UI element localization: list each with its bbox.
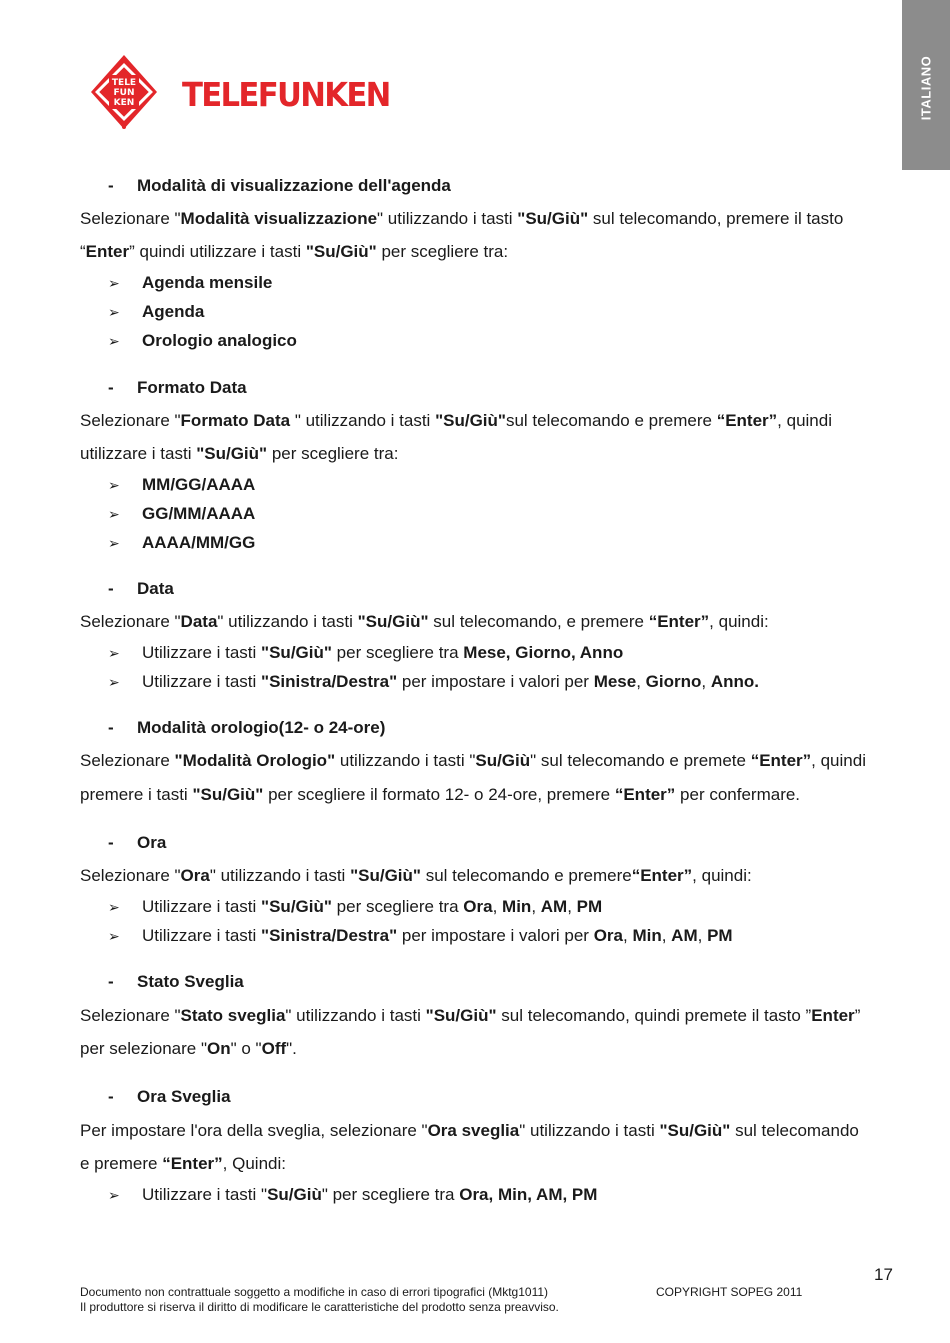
- paragraph-line: Per impostare l'ora della sveglia, selezionare "Ora sveglia" utilizzando i tasti "Su/Giù" sul telecomando: [80, 1121, 859, 1140]
- telefunken-badge-icon: [84, 52, 164, 136]
- arrow-bullet-icon: ➢: [108, 1187, 120, 1203]
- arrow-bullet-icon: ➢: [108, 506, 120, 522]
- arrow-bullet-icon: ➢: [108, 928, 120, 944]
- paragraph-line: per selezionare "On" o "Off".: [80, 1039, 297, 1058]
- arrow-bullet-icon: ➢: [108, 674, 120, 690]
- list-item: ➢ MM/GG/AAAA: [108, 475, 256, 494]
- section-heading-agenda-mode: - Modalità di visualizzazione dell'agenda: [108, 176, 451, 195]
- list-item: ➢ Agenda: [108, 302, 205, 321]
- footer-copyright: COPYRIGHT SOPEG 2011: [656, 1285, 803, 1299]
- section-heading-date-format: - Formato Data: [108, 378, 247, 397]
- list-item: ➢ Utilizzare i tasti "Sinistra/Destra" per impostare i valori per Mese, Giorno, Anno.: [108, 672, 759, 691]
- paragraph-line: “Enter” quindi utilizzare i tasti "Su/Giù" per scegliere tra:: [80, 242, 509, 261]
- footer-note: Il produttore si riserva il diritto di modificare le caratteristiche del prodotto senza preavviso.: [80, 1300, 559, 1314]
- paragraph-line: Selezionare "Stato sveglia" utilizzando i tasti "Su/Giù" sul telecomando, quindi premete il tasto ”Enter”: [80, 1006, 861, 1025]
- badge-line-1: TELE: [111, 78, 137, 88]
- language-tab: [902, 0, 950, 170]
- paragraph-line: Selezionare "Data" utilizzando i tasti "Su/Giù" sul telecomando, e premere “Enter”, quindi:: [80, 612, 769, 631]
- paragraph-line: Selezionare "Modalità Orologio" utilizzando i tasti "Su/Giù" sul telecomando e premete “Enter”, quindi: [80, 751, 866, 770]
- paragraph-line: Selezionare "Modalità visualizzazione" utilizzando i tasti "Su/Giù" sul telecomando, premere il tasto: [80, 209, 844, 228]
- arrow-bullet-icon: ➢: [108, 899, 120, 915]
- arrow-bullet-icon: ➢: [108, 645, 120, 661]
- arrow-bullet-icon: ➢: [108, 275, 120, 291]
- page-number: 17: [874, 1265, 893, 1284]
- arrow-bullet-icon: ➢: [108, 477, 120, 493]
- badge-line-2: FUN: [113, 88, 135, 98]
- paragraph-line: utilizzare i tasti "Su/Giù" per scegliere tra:: [80, 444, 399, 463]
- list-item: ➢ Utilizzare i tasti "Su/Giù" per scegliere tra Ora, Min, AM, PM: [108, 897, 603, 916]
- list-item: ➢ Utilizzare i tasti "Su/Giù" per scegliere tra Ora, Min, AM, PM: [108, 1185, 598, 1204]
- list-item: ➢ Agenda mensile: [108, 273, 273, 292]
- list-item: ➢ AAAA/MM/GG: [108, 533, 256, 552]
- arrow-bullet-icon: ➢: [108, 304, 120, 320]
- section-heading-clock-mode: - Modalità orologio(12- o 24-ore): [108, 718, 386, 737]
- badge-line-3: KEN: [113, 98, 135, 108]
- section-heading-alarm-time: - Ora Sveglia: [108, 1087, 231, 1106]
- paragraph-line: e premere “Enter”, Quindi:: [80, 1154, 286, 1173]
- language-tab-label: ITALIANO: [918, 55, 934, 121]
- logo-wordmark: TELEFUNKEN: [182, 75, 390, 114]
- paragraph-line: Selezionare "Ora" utilizzando i tasti "Su/Giù" sul telecomando e premere“Enter”, quindi:: [80, 866, 752, 885]
- paragraph-line: premere i tasti "Su/Giù" per scegliere il formato 12- o 24-ore, premere “Enter” per confermare.: [80, 785, 801, 804]
- footer-disclaimer: Documento non contrattuale soggetto a modifiche in caso di errori tipografici (Mktg1011): [80, 1285, 549, 1299]
- list-item: ➢ GG/MM/AAAA: [108, 504, 256, 523]
- section-heading-alarm-status: - Stato Sveglia: [108, 972, 244, 991]
- list-item: ➢ Utilizzare i tasti "Su/Giù" per scegliere tra Mese, Giorno, Anno: [108, 643, 624, 662]
- list-item: ➢ Utilizzare i tasti "Sinistra/Destra" per impostare i valori per Ora, Min, AM, PM: [108, 926, 733, 945]
- section-heading-date: - Data: [108, 579, 174, 598]
- arrow-bullet-icon: ➢: [108, 535, 120, 551]
- paragraph-line: Selezionare "Formato Data " utilizzando i tasti "Su/Giù"sul telecomando e premere “Enter”, quindi: [80, 411, 832, 430]
- section-heading-time: - Ora: [108, 833, 167, 852]
- list-item: ➢ Orologio analogico: [108, 331, 297, 350]
- arrow-bullet-icon: ➢: [108, 333, 120, 349]
- telefunken-logo: [84, 52, 404, 136]
